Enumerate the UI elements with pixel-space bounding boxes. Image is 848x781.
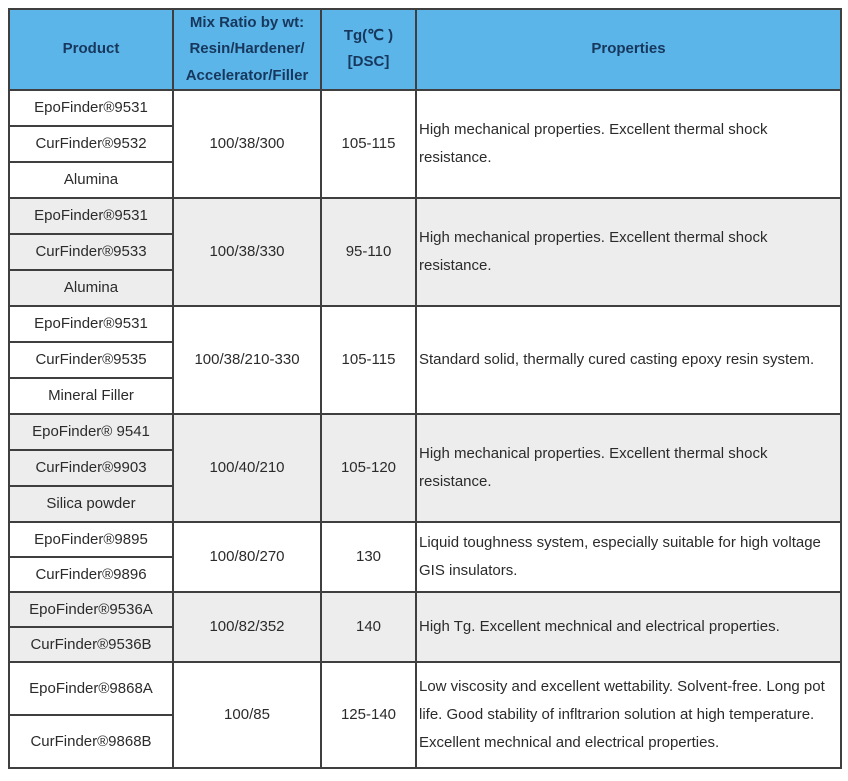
- mix-ratio-cell: 100/40/210: [173, 414, 321, 522]
- mix-ratio-cell: 100/38/330: [173, 198, 321, 306]
- table-row: [9, 522, 841, 557]
- product-cell: CurFinder®9896: [9, 557, 173, 592]
- properties-cell: Low viscosity and excellent wettability. Solvent-free. Long pot life. Good stability of infltrarion solution at high temperature. Excellent mechnical and electrical properties.: [416, 662, 841, 768]
- table-row: [9, 198, 841, 234]
- mix-ratio-cell: 100/38/300: [173, 90, 321, 198]
- header-properties: Properties: [416, 9, 841, 90]
- product-cell: EpoFinder®9868A: [9, 662, 173, 715]
- product-cell: Alumina: [9, 162, 173, 198]
- header-mix-ratio-line3: Accelerator/Filler: [185, 66, 309, 84]
- tg-cell: 130: [321, 522, 416, 592]
- product-cell: EpoFinder® 9541: [9, 414, 173, 450]
- product-cell: Mineral Filler: [9, 378, 173, 414]
- properties-cell: High mechanical properties. Excellent thermal shock resistance.: [416, 90, 841, 198]
- product-cell: CurFinder®9533: [9, 234, 173, 270]
- product-cell: CurFinder®9536B: [9, 627, 173, 662]
- product-cell: EpoFinder®9531: [9, 90, 173, 126]
- table-row: [9, 306, 841, 342]
- tg-cell: 105-120: [321, 414, 416, 522]
- properties-cell: High mechanical properties. Excellent thermal shock resistance.: [416, 198, 841, 306]
- product-spec-table: [8, 8, 842, 769]
- product-cell: CurFinder®9903: [9, 450, 173, 486]
- product-cell: Silica powder: [9, 486, 173, 522]
- product-cell: EpoFinder®9895: [9, 522, 173, 557]
- product-cell: EpoFinder®9531: [9, 198, 173, 234]
- properties-cell: High mechanical properties. Excellent thermal shock resistance.: [416, 414, 841, 522]
- properties-cell: High Tg. Excellent mechnical and electrical properties.: [416, 592, 841, 662]
- header-mix-ratio-line2: Resin/Hardener/: [189, 40, 305, 58]
- header-mix-ratio: [173, 9, 321, 90]
- tg-cell: 105-115: [321, 90, 416, 198]
- tg-cell: 140: [321, 592, 416, 662]
- mix-ratio-cell: 100/38/210-330: [173, 306, 321, 414]
- product-cell: EpoFinder®9536A: [9, 592, 173, 627]
- mix-ratio-cell: 100/82/352: [173, 592, 321, 662]
- table-row: [9, 414, 841, 450]
- mix-ratio-cell: 100/80/270: [173, 522, 321, 592]
- table-row: [9, 90, 841, 126]
- header-product: Product: [9, 9, 173, 90]
- product-cell: Alumina: [9, 270, 173, 306]
- header-tg: [321, 9, 416, 90]
- header-mix-ratio-line1: Mix Ratio by wt:: [189, 14, 305, 31]
- product-cell: EpoFinder®9531: [9, 306, 173, 342]
- table-header-row: [9, 9, 841, 90]
- properties-cell: Liquid toughness system, especially suitable for high voltage GIS insulators.: [416, 522, 841, 592]
- header-tg-line2: [DSC]: [347, 53, 390, 71]
- tg-cell: 95-110: [321, 198, 416, 306]
- table-row: [9, 592, 841, 627]
- header-tg-line1: Tg(℃ ): [343, 27, 394, 45]
- tg-cell: 125-140: [321, 662, 416, 768]
- mix-ratio-cell: 100/85: [173, 662, 321, 768]
- tg-cell: 105-115: [321, 306, 416, 414]
- product-cell: CurFinder®9532: [9, 126, 173, 162]
- properties-cell: Standard solid, thermally cured casting epoxy resin system.: [416, 306, 841, 414]
- product-cell: CurFinder®9535: [9, 342, 173, 378]
- table-row: [9, 662, 841, 715]
- product-cell: CurFinder®9868B: [9, 715, 173, 768]
